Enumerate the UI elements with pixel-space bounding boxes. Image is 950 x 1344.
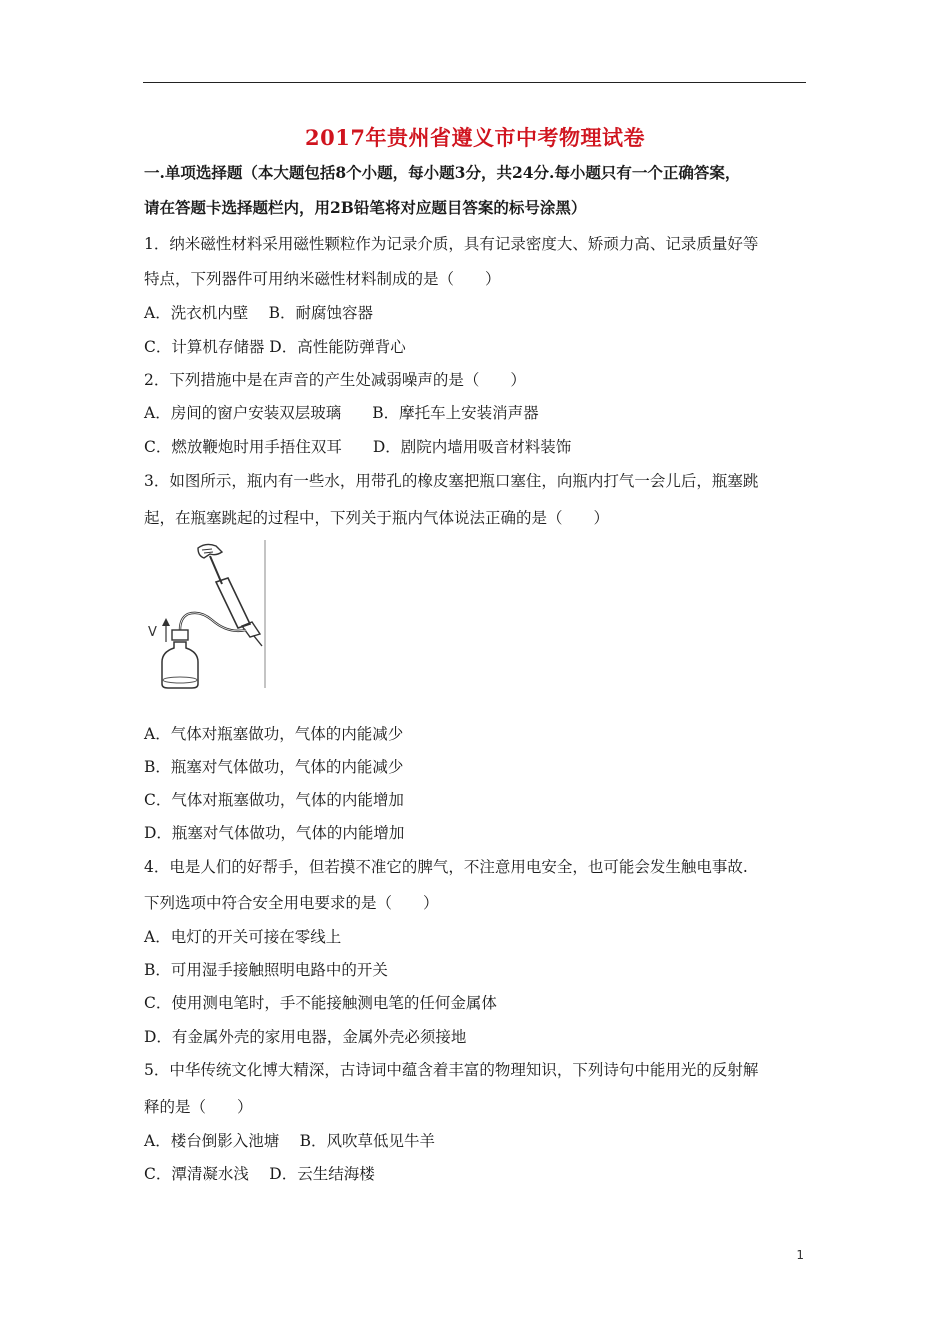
section-heading-line-1: 一.单项选择题（本大题包括8个小题，每小题3分，共24分.每小题只有一个正确答案， bbox=[144, 163, 741, 182]
page-number: 1 bbox=[796, 1248, 804, 1262]
question-5-stem-line-2: 释的是（ ） bbox=[144, 1098, 253, 1116]
question-1-options-line-2: C．计算机存储器 D．高性能防弹背心 bbox=[144, 338, 406, 356]
question-3-stem-line-2: 起，在瓶塞跳起的过程中，下列关于瓶内气体说法正确的是（ ） bbox=[144, 509, 610, 527]
page-title: 2017年贵州省遵义市中考物理试卷 bbox=[305, 125, 645, 150]
question-4-stem-line-2: 下列选项中符合安全用电要求的是（ ） bbox=[144, 894, 439, 912]
question-4-option-c: C．使用测电笔时，手不能接触测电笔的任何金属体 bbox=[144, 994, 497, 1012]
question-1-stem-line-2: 特点，下列器件可用纳米磁性材料制成的是（ ） bbox=[144, 270, 501, 288]
question-4-option-d: D．有金属外壳的家用电器，金属外壳必须接地 bbox=[144, 1028, 467, 1046]
question-5-options-line-1: A．楼台倒影入池塘 B．风吹草低见牛羊 bbox=[144, 1132, 436, 1150]
question-4-option-b: B．可用湿手接触照明电路中的开关 bbox=[144, 961, 388, 979]
question-3-stem-line-1: 3．如图所示，瓶内有一些水，用带孔的橡皮塞把瓶口塞住，向瓶内打气一会儿后，瓶塞跳 bbox=[144, 472, 759, 490]
question-3-option-b: B．瓶塞对气体做功，气体的内能减少 bbox=[144, 758, 404, 776]
question-1-stem-line-1: 1．纳米磁性材料采用磁性颗粒作为记录介质，具有记录密度大、矫顽力高、记录质量好等 bbox=[144, 235, 759, 253]
question-5-stem-line-1: 5．中华传统文化博大精深，古诗词中蕴含着丰富的物理知识，下列诗句中能用光的反射解 bbox=[144, 1061, 759, 1079]
question-2-options-line-2: C．燃放鞭炮时用手捂住双耳 D．剧院内墙用吸音材料装饰 bbox=[144, 438, 572, 456]
question-3-option-a: A．气体对瓶塞做功，气体的内能减少 bbox=[144, 725, 404, 743]
question-2-options-line-1: A．房间的窗户安装双层玻璃 B．摩托车上安装消声器 bbox=[144, 404, 539, 422]
question-1-options-line-1: A．洗衣机内壁 B．耐腐蚀容器 bbox=[144, 304, 374, 322]
header-rule bbox=[143, 82, 806, 83]
section-heading-line-2: 请在答题卡选择题栏内，用2B铅笔将对应题目答案的标号涂黑） bbox=[144, 198, 587, 217]
pump-bottle-figure bbox=[142, 538, 270, 690]
question-3-option-c: C．气体对瓶塞做功，气体的内能增加 bbox=[144, 791, 404, 809]
question-5-options-line-2: C．潭清凝水浅 D．云生结海楼 bbox=[144, 1165, 375, 1183]
question-4-option-a: A．电灯的开关可接在零线上 bbox=[144, 928, 342, 946]
question-4-stem-line-1: 4．电是人们的好帮手，但若摸不准它的脾气，不注意用电安全，也可能会发生触电事故. bbox=[144, 858, 748, 876]
question-2-stem: 2．下列措施中是在声音的产生处减弱噪声的是（ ） bbox=[144, 371, 526, 389]
question-3-option-d: D．瓶塞对气体做功，气体的内能增加 bbox=[144, 824, 405, 842]
velocity-label: V bbox=[148, 625, 157, 640]
pump-bottle-illustration bbox=[142, 538, 270, 690]
